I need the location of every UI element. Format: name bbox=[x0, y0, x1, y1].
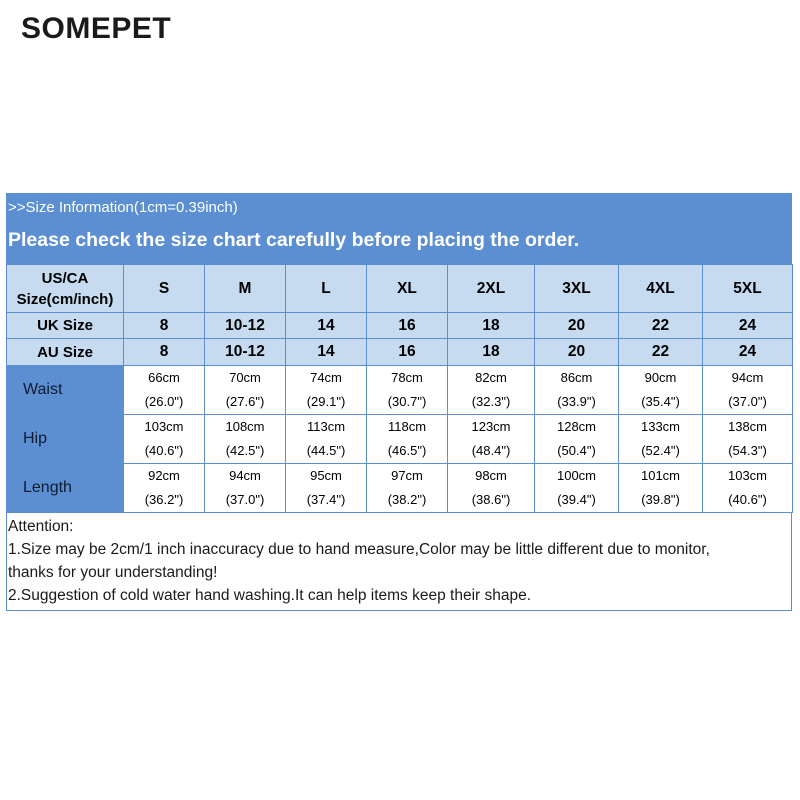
size-value-cell: 18 bbox=[448, 339, 535, 366]
measurement-cm: 86cm bbox=[560, 370, 593, 385]
measurement-cell bbox=[286, 415, 367, 464]
size-system-label-line: US/CA bbox=[41, 269, 89, 287]
size-value-cell: 16 bbox=[367, 313, 448, 339]
measurement-cell bbox=[124, 464, 205, 513]
measurement-inch: (36.2") bbox=[144, 492, 184, 507]
size-value-cell: 20 bbox=[535, 313, 619, 339]
size-value-cell: 14 bbox=[286, 313, 367, 339]
attention-notes bbox=[6, 513, 792, 611]
measurement-cell bbox=[703, 415, 793, 464]
measurement-inch: (44.5") bbox=[306, 443, 346, 458]
measurement-cm: 94cm bbox=[731, 370, 764, 385]
size-value-cell: 14 bbox=[286, 339, 367, 366]
size-value-cell: M bbox=[205, 265, 286, 313]
measurement-cm: 66cm bbox=[148, 370, 180, 385]
measurement-cell bbox=[535, 464, 619, 513]
measurement-cell bbox=[448, 366, 535, 415]
size-value-cell: 10-12 bbox=[205, 339, 286, 366]
size-value-cell: 18 bbox=[448, 313, 535, 339]
measurement-inch: (35.4") bbox=[641, 394, 680, 409]
measurement-cm: 97cm bbox=[391, 468, 423, 483]
size-header-row bbox=[7, 339, 793, 366]
size-header-row bbox=[7, 265, 793, 313]
size-system-label bbox=[7, 313, 124, 339]
measurement-cm: 95cm bbox=[310, 468, 342, 483]
measurement-cell bbox=[367, 415, 448, 464]
size-value-cell: 10-12 bbox=[205, 313, 286, 339]
size-chart bbox=[6, 193, 792, 611]
size-value-cell: S bbox=[124, 265, 205, 313]
size-value-cell: 5XL bbox=[703, 265, 793, 313]
measurement-cm: 108cm bbox=[225, 419, 265, 434]
attention-line: Attention: bbox=[8, 518, 74, 535]
measurement-cm: 82cm bbox=[475, 370, 507, 385]
measurement-label: Length bbox=[7, 464, 124, 513]
measurement-cm: 92cm bbox=[148, 468, 180, 483]
measurement-cm: 138cm bbox=[727, 419, 768, 434]
measurement-cm: 118cm bbox=[387, 419, 427, 434]
measurement-inch: (52.4") bbox=[641, 443, 680, 458]
measurement-cell bbox=[205, 366, 286, 415]
measurement-cm: 90cm bbox=[644, 370, 677, 385]
size-value-cell: 24 bbox=[703, 339, 793, 366]
size-value-cell: XL bbox=[367, 265, 448, 313]
measurement-cm: 101cm bbox=[640, 468, 681, 483]
measurement-cell bbox=[535, 415, 619, 464]
measurement-inch: (38.6") bbox=[471, 492, 511, 507]
size-system-label bbox=[7, 265, 124, 313]
size-value-cell: 20 bbox=[535, 339, 619, 366]
size-value-cell: 8 bbox=[124, 339, 205, 366]
size-system-label-line: AU Size bbox=[37, 343, 93, 361]
measurement-label: Waist bbox=[7, 366, 124, 415]
attention-line: 2.Suggestion of cold water hand washing.It can help items keep their shape. bbox=[8, 587, 532, 604]
size-info-title: >>Size Information(1cm=0.39inch) bbox=[8, 199, 238, 216]
measurement-cell bbox=[286, 464, 367, 513]
measurement-cm: 70cm bbox=[229, 370, 261, 385]
measurement-cell bbox=[205, 464, 286, 513]
measurement-cell bbox=[286, 366, 367, 415]
measurement-inch: (46.5") bbox=[387, 443, 427, 458]
measurement-cell bbox=[448, 415, 535, 464]
size-value-cell: 4XL bbox=[619, 265, 703, 313]
measurement-label: Hip bbox=[7, 415, 124, 464]
measurement-cm: 123cm bbox=[471, 419, 511, 434]
measurement-cell bbox=[619, 464, 703, 513]
measurement-inch: (50.4") bbox=[557, 443, 596, 458]
measurement-inch: (39.8") bbox=[641, 492, 680, 507]
measurement-cell bbox=[124, 415, 205, 464]
measurement-cm: 74cm bbox=[310, 370, 342, 385]
size-system-label bbox=[7, 339, 124, 366]
measurement-row bbox=[7, 366, 793, 415]
size-check-notice: Please check the size chart carefully before placing the order. bbox=[8, 229, 580, 251]
size-value-cell: 22 bbox=[619, 339, 703, 366]
size-value-cell: 16 bbox=[367, 339, 448, 366]
size-value-cell: L bbox=[286, 265, 367, 313]
size-value-cell: 22 bbox=[619, 313, 703, 339]
measurement-inch: (37.0") bbox=[225, 492, 265, 507]
measurement-inch: (37.0") bbox=[728, 394, 767, 409]
measurement-inch: (33.9") bbox=[557, 394, 596, 409]
measurement-cm: 103cm bbox=[727, 468, 768, 483]
measurement-inch: (27.6") bbox=[225, 394, 265, 409]
measurement-cell bbox=[448, 464, 535, 513]
measurement-inch: (29.1") bbox=[306, 394, 346, 409]
measurement-cell bbox=[367, 464, 448, 513]
measurement-inch: (30.7") bbox=[387, 394, 427, 409]
size-value-cell: 3XL bbox=[535, 265, 619, 313]
measurement-cm: 133cm bbox=[640, 419, 681, 434]
attention-line: thanks for your understanding! bbox=[8, 564, 218, 581]
measurement-cm: 94cm bbox=[229, 468, 261, 483]
measurement-inch: (26.0") bbox=[144, 394, 184, 409]
measurement-inch: (40.6") bbox=[728, 492, 767, 507]
size-system-label-line: UK Size bbox=[37, 317, 93, 334]
measurement-cell bbox=[703, 366, 793, 415]
size-value-cell: 24 bbox=[703, 313, 793, 339]
measurement-cell bbox=[124, 366, 205, 415]
measurement-cell bbox=[703, 464, 793, 513]
measurement-cm: 78cm bbox=[391, 370, 423, 385]
brand-logo: SOMEPET bbox=[21, 12, 172, 45]
measurement-row bbox=[7, 415, 793, 464]
measurement-cell bbox=[205, 415, 286, 464]
measurement-cell bbox=[619, 415, 703, 464]
measurement-inch: (48.4") bbox=[471, 443, 511, 458]
measurement-inch: (37.4") bbox=[306, 492, 346, 507]
size-system-label-line: Size(cm/inch) bbox=[16, 290, 114, 308]
measurement-inch: (40.6") bbox=[144, 443, 184, 458]
measurement-cm: 128cm bbox=[556, 419, 597, 434]
measurement-cm: 113cm bbox=[306, 419, 346, 434]
measurement-inch: (39.4") bbox=[557, 492, 596, 507]
measurement-inch: (54.3") bbox=[728, 443, 767, 458]
measurement-inch: (32.3") bbox=[471, 394, 511, 409]
attention-line: 1.Size may be 2cm/1 inch inaccuracy due to hand measure,Color may be little different due to monitor, bbox=[8, 541, 710, 558]
measurement-row bbox=[7, 464, 793, 513]
size-table bbox=[6, 264, 793, 513]
measurement-cm: 98cm bbox=[475, 468, 507, 483]
size-header-row bbox=[7, 313, 793, 339]
measurement-cm: 100cm bbox=[556, 468, 597, 483]
measurement-cell bbox=[367, 366, 448, 415]
measurement-inch: (42.5") bbox=[225, 443, 265, 458]
size-value-cell: 8 bbox=[124, 313, 205, 339]
measurement-cm: 103cm bbox=[144, 419, 184, 434]
measurement-cell bbox=[535, 366, 619, 415]
measurement-cell bbox=[619, 366, 703, 415]
measurement-inch: (38.2") bbox=[387, 492, 427, 507]
size-value-cell: 2XL bbox=[448, 265, 535, 313]
size-info-banner bbox=[6, 193, 792, 264]
